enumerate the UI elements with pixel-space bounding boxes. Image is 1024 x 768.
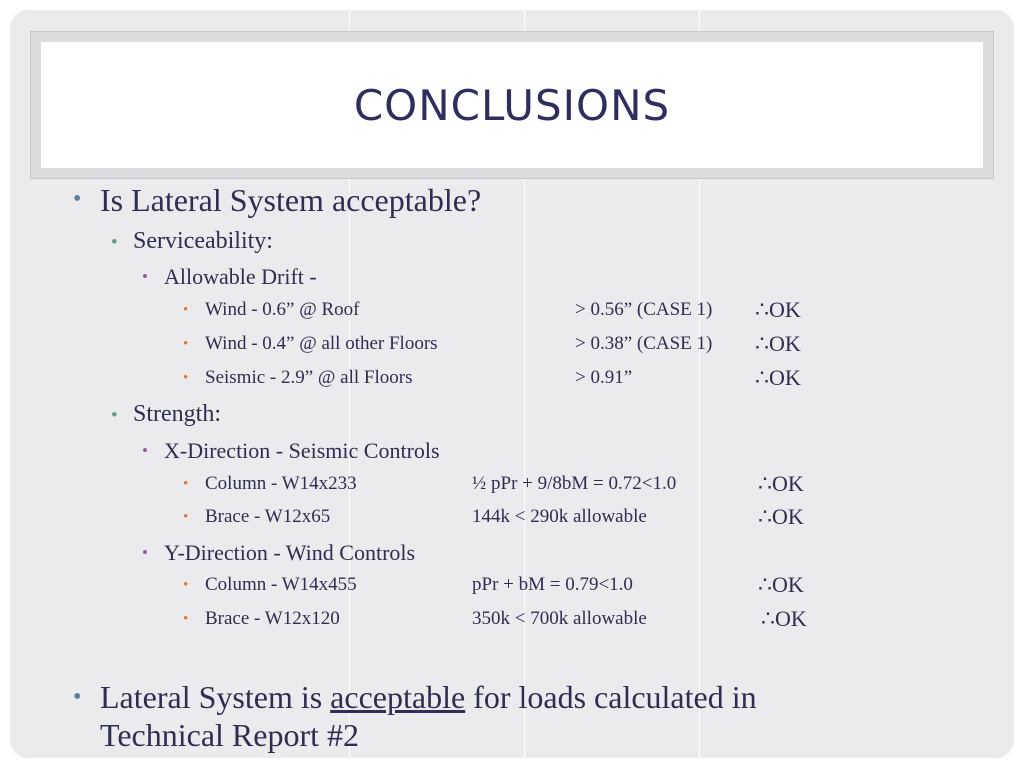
- member-result: ∴OK: [758, 572, 804, 597]
- member-check: 350k < 700k allowable: [472, 608, 647, 629]
- bullet-dot: •: [183, 302, 189, 318]
- question-text: Is Lateral System acceptable?: [100, 182, 482, 218]
- conclusion-after: for loads calculated in: [465, 679, 757, 715]
- bullet-dot: •: [142, 441, 148, 460]
- member-item: Brace - W12x120: [205, 608, 340, 629]
- y-direction-label: Y-Direction - Wind Controls: [164, 540, 416, 565]
- member-check: 144k < 290k allowable: [472, 506, 647, 527]
- bullet-dot: •: [183, 611, 189, 627]
- bullet-dot: •: [111, 405, 118, 426]
- drift-result: ∴OK: [755, 331, 801, 356]
- x-direction-label: X-Direction - Seismic Controls: [164, 438, 440, 463]
- serviceability-label: Serviceability:: [133, 228, 273, 254]
- bullet-dot: •: [183, 370, 189, 386]
- member-item: Brace - W12x65: [205, 506, 331, 527]
- slide-title: CONCLUSIONS: [353, 80, 671, 130]
- conclusion-emphasis: acceptable: [330, 679, 466, 715]
- drift-limit: > 0.91”: [575, 367, 633, 388]
- bullet-dot: •: [183, 577, 189, 593]
- conclusion-text: [100, 678, 757, 754]
- drift-limit: > 0.38” (CASE 1): [575, 333, 713, 354]
- bullet-dot: •: [142, 267, 148, 286]
- member-result: ∴OK: [758, 504, 804, 529]
- drift-result: ∴OK: [755, 365, 801, 390]
- conclusion-line2: Technical Report #2: [100, 717, 359, 753]
- member-item: Column - W14x233: [205, 473, 357, 494]
- drift-item: Wind - 0.6” @ Roof: [205, 299, 360, 320]
- bullet-dot: •: [183, 509, 189, 525]
- bullet-dot: •: [183, 336, 189, 352]
- bullet-dot: •: [73, 684, 82, 710]
- bullet-dot: •: [142, 543, 148, 562]
- drift-item: Wind - 0.4” @ all other Floors: [205, 333, 438, 354]
- drift-limit: > 0.56” (CASE 1): [575, 299, 713, 320]
- member-item: Column - W14x455: [205, 574, 357, 595]
- conclusion-before: Lateral System is: [100, 679, 331, 715]
- member-check: pPr + bM = 0.79<1.0: [472, 574, 633, 595]
- member-result: ∴OK: [761, 606, 807, 631]
- bullet-dot: •: [183, 476, 189, 492]
- allowable-drift-label: Allowable Drift -: [164, 264, 317, 289]
- strength-label: Strength:: [133, 401, 221, 427]
- drift-item: Seismic - 2.9” @ all Floors: [205, 367, 413, 388]
- drift-result: ∴OK: [755, 297, 801, 322]
- member-result: ∴OK: [758, 471, 804, 496]
- member-check: ½ pPr + 9/8bM = 0.72<1.0: [472, 473, 677, 494]
- bullet-dot: •: [73, 186, 82, 212]
- bullet-dot: •: [111, 232, 118, 253]
